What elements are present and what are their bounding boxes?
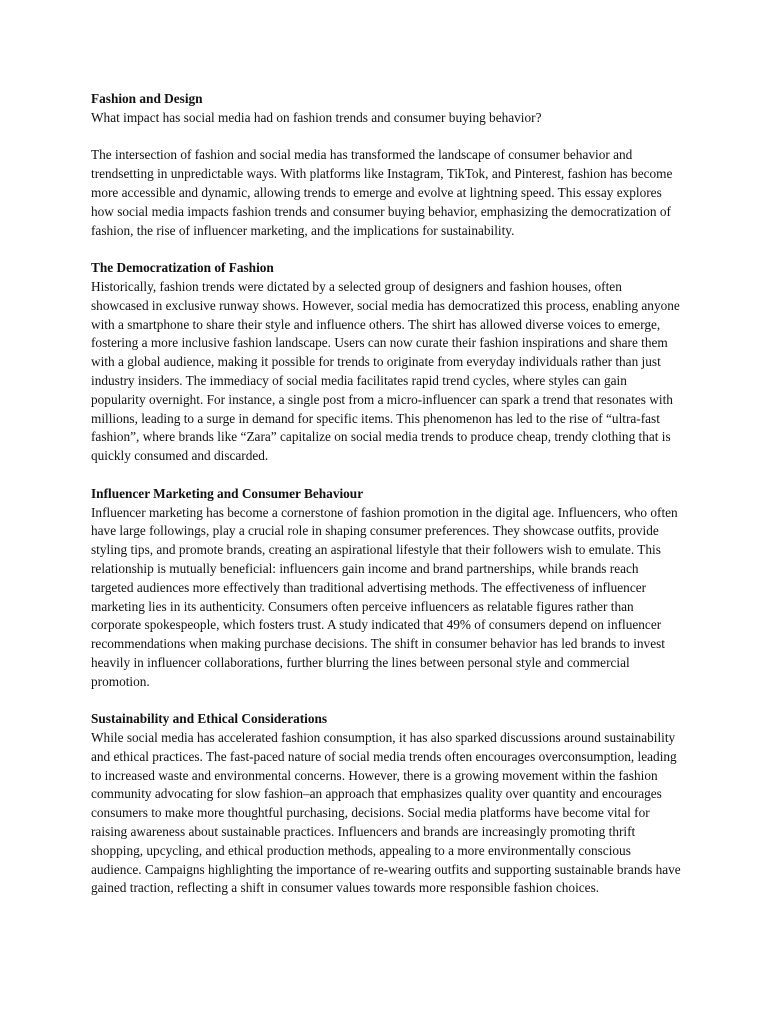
paragraph-spacer	[91, 128, 681, 147]
section-heading-sustainability: Sustainability and Ethical Considerations	[91, 711, 328, 727]
section-body-influencer-marketing: Influencer marketing has become a cornerstone of fashion promotion in the digital age. Influencers, who often have large followings, play a crucial role in shaping consumer preferences. They showcase outfits, provide styling tips, and promote brands, creating an aspirational lifestyle that their followers wish to emulate. This relationship is mutually beneficial: influencers gain income and brand partnerships, while brands reach targeted audiences more effectively than traditional advertising methods. The effectiveness of influencer marketing lies in its authenticity. Consumers often perceive influencers as relatable figures rather than corporate spokespeople, which fosters trust. A study indicated that 49% of consumers depend on influencer recommendations when making purchase decisions. The shift in consumer behavior has led brands to invest heavily in influencer collaborations, further blurring the lines between personal style and commercial promotion.	[91, 504, 678, 689]
section-body-democratization: Historically, fashion trends were dictated by a selected group of designers and fashion houses, often showcased in exclusive runway shows. However, social media has democratized this process, enabling anyone with a smartphone to share their style and influence others. The shirt has allowed diverse voices to emerge, fostering a more inclusive fashion landscape. Users can now curate their fashion inspirations and share them with a global audience, making it possible for trends to originate from everyday individuals rather than just industry insiders. The immediacy of social media facilitates rapid trend cycles, where styles can gain popularity overnight. For instance, a single post from a micro-influencer can spark a trend that resonates with millions, leading to a surge in demand for specific items. This phenomenon has led to the rise of “ultra-fast fashion”, where brands like “Zara” capitalize on social media trends to produce cheap, trendy clothing that is quickly consumed and discarded.	[91, 278, 680, 464]
document-page	[91, 90, 681, 898]
paragraph-spacer	[91, 466, 681, 485]
paragraph-spacer	[91, 692, 681, 711]
intro-paragraph: The intersection of fashion and social media has transformed the landscape of consumer behavior and trendsetting in unpredictable ways. With platforms like Instagram, TikTok, and Pinterest, fashion has become more accessible and dynamic, allowing trends to emerge and evolve at lightning speed. This essay explores how social media impacts fashion trends and consumer buying behavior, emphasizing the democratization of fashion, the rise of influencer marketing, and the implications for sustainability.	[91, 147, 673, 238]
section-heading-influencer-marketing: Influencer Marketing and Consumer Behaviour	[91, 485, 364, 501]
document-title: Fashion and Design	[91, 91, 203, 106]
section-heading-democratization: The Democratization of Fashion	[91, 260, 274, 276]
section-body-sustainability: While social media has accelerated fashion consumption, it has also sparked discussions around sustainability and ethical practices. The fast-paced nature of social media trends often encourages overconsumption, leading to increased waste and environmental concerns. However, there is a growing movement within the fashion community advocating for slow fashion–an approach that emphasizes quality over quantity and encourages consumers to make more thoughtful purchasing, decisions. Social media platforms have become vital for raising awareness about sustainable practices. Influencers and brands are increasingly promoting thrift shopping, upcycling, and ethical production methods, appealing to a more environmentally conscious audience. Campaigns highlighting the importance of re-wearing outfits and supporting sustainable brands have gained traction, reflecting a shift in consumer values towards more responsible fashion choices.	[91, 730, 681, 896]
paragraph-spacer	[91, 240, 681, 259]
essay-question: What impact has social media had on fashion trends and consumer buying behavior?	[91, 109, 542, 125]
